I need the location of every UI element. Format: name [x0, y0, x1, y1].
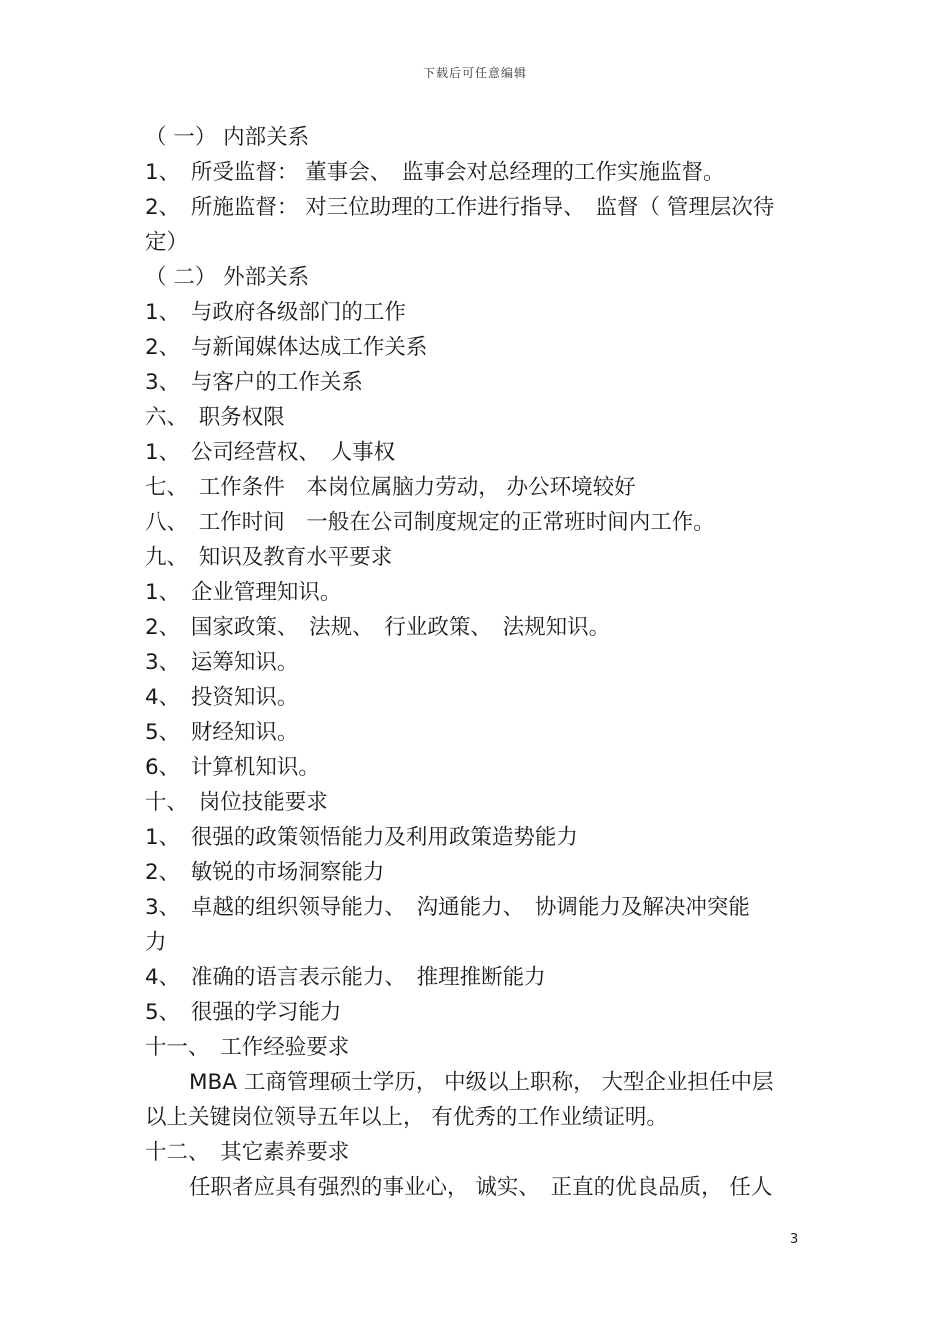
page-number: 3 — [790, 1232, 799, 1247]
list-item: 3、 与客户的工作关系 — [145, 370, 363, 395]
paragraph-line: 以上关键岗位领导五年以上， 有优秀的工作业绩证明。 — [145, 1105, 668, 1130]
section-heading-work-hours: 八、 工作时间 一般在公司制度规定的正常班时间内工作。 — [145, 510, 715, 535]
section-heading-work-conditions: 七、 工作条件 本岗位属脑力劳动， 办公环境较好 — [145, 475, 636, 500]
list-item: 4、 投资知识。 — [145, 685, 299, 710]
list-item: 1、 与政府各级部门的工作 — [145, 300, 406, 325]
list-item: 1、 企业管理知识。 — [145, 580, 342, 605]
list-item: 5、 很强的学习能力 — [145, 1000, 342, 1025]
section-heading-experience: 十一、 工作经验要求 — [145, 1035, 350, 1060]
list-item: 4、 准确的语言表示能力、 推理推断能力 — [145, 965, 546, 990]
page-header: 下载后可任意编辑 — [422, 66, 527, 80]
section-heading-knowledge: 九、 知识及教育水平要求 — [145, 545, 393, 570]
list-item: 3、 运筹知识。 — [145, 650, 299, 675]
list-item: 3、 卓越的组织领导能力、 沟通能力、 协调能力及解决冲突能 — [145, 895, 750, 920]
section-heading-internal-relations: （ 一） 内部关系 — [145, 125, 310, 150]
list-item: 2、 敏锐的市场洞察能力 — [145, 860, 385, 885]
section-heading-other-qualities: 十二、 其它素养要求 — [145, 1140, 350, 1165]
list-item: 6、 计算机知识。 — [145, 755, 320, 780]
list-item: 2、 国家政策、 法规、 行业政策、 法规知识。 — [145, 615, 611, 640]
paragraph-line: 任职者应具有强烈的事业心， 诚实、 正直的优良品质， 任人 — [189, 1175, 773, 1200]
list-item: 1、 很强的政策领悟能力及利用政策造势能力 — [145, 825, 578, 850]
list-item-continuation: 力 — [145, 930, 167, 955]
document-body — [145, 120, 810, 1205]
list-item: 1、 所受监督： 董事会、 监事会对总经理的工作实施监督。 — [145, 160, 725, 185]
list-item: 2、 所施监督： 对三位助理的工作进行指导、 监督（ 管理层次待 — [145, 195, 775, 220]
paragraph-line: MBA 工商管理硕士学历， 中级以上职称， 大型企业担任中层 — [189, 1070, 774, 1095]
section-heading-authority: 六、 职务权限 — [145, 405, 285, 430]
list-item-continuation: 定） — [145, 230, 189, 255]
list-item: 5、 财经知识。 — [145, 720, 299, 745]
list-item: 2、 与新闻媒体达成工作关系 — [145, 335, 428, 360]
list-item: 1、 公司经营权、 人事权 — [145, 440, 396, 465]
section-heading-external-relations: （ 二） 外部关系 — [145, 265, 310, 290]
section-heading-skills: 十、 岗位技能要求 — [145, 790, 328, 815]
